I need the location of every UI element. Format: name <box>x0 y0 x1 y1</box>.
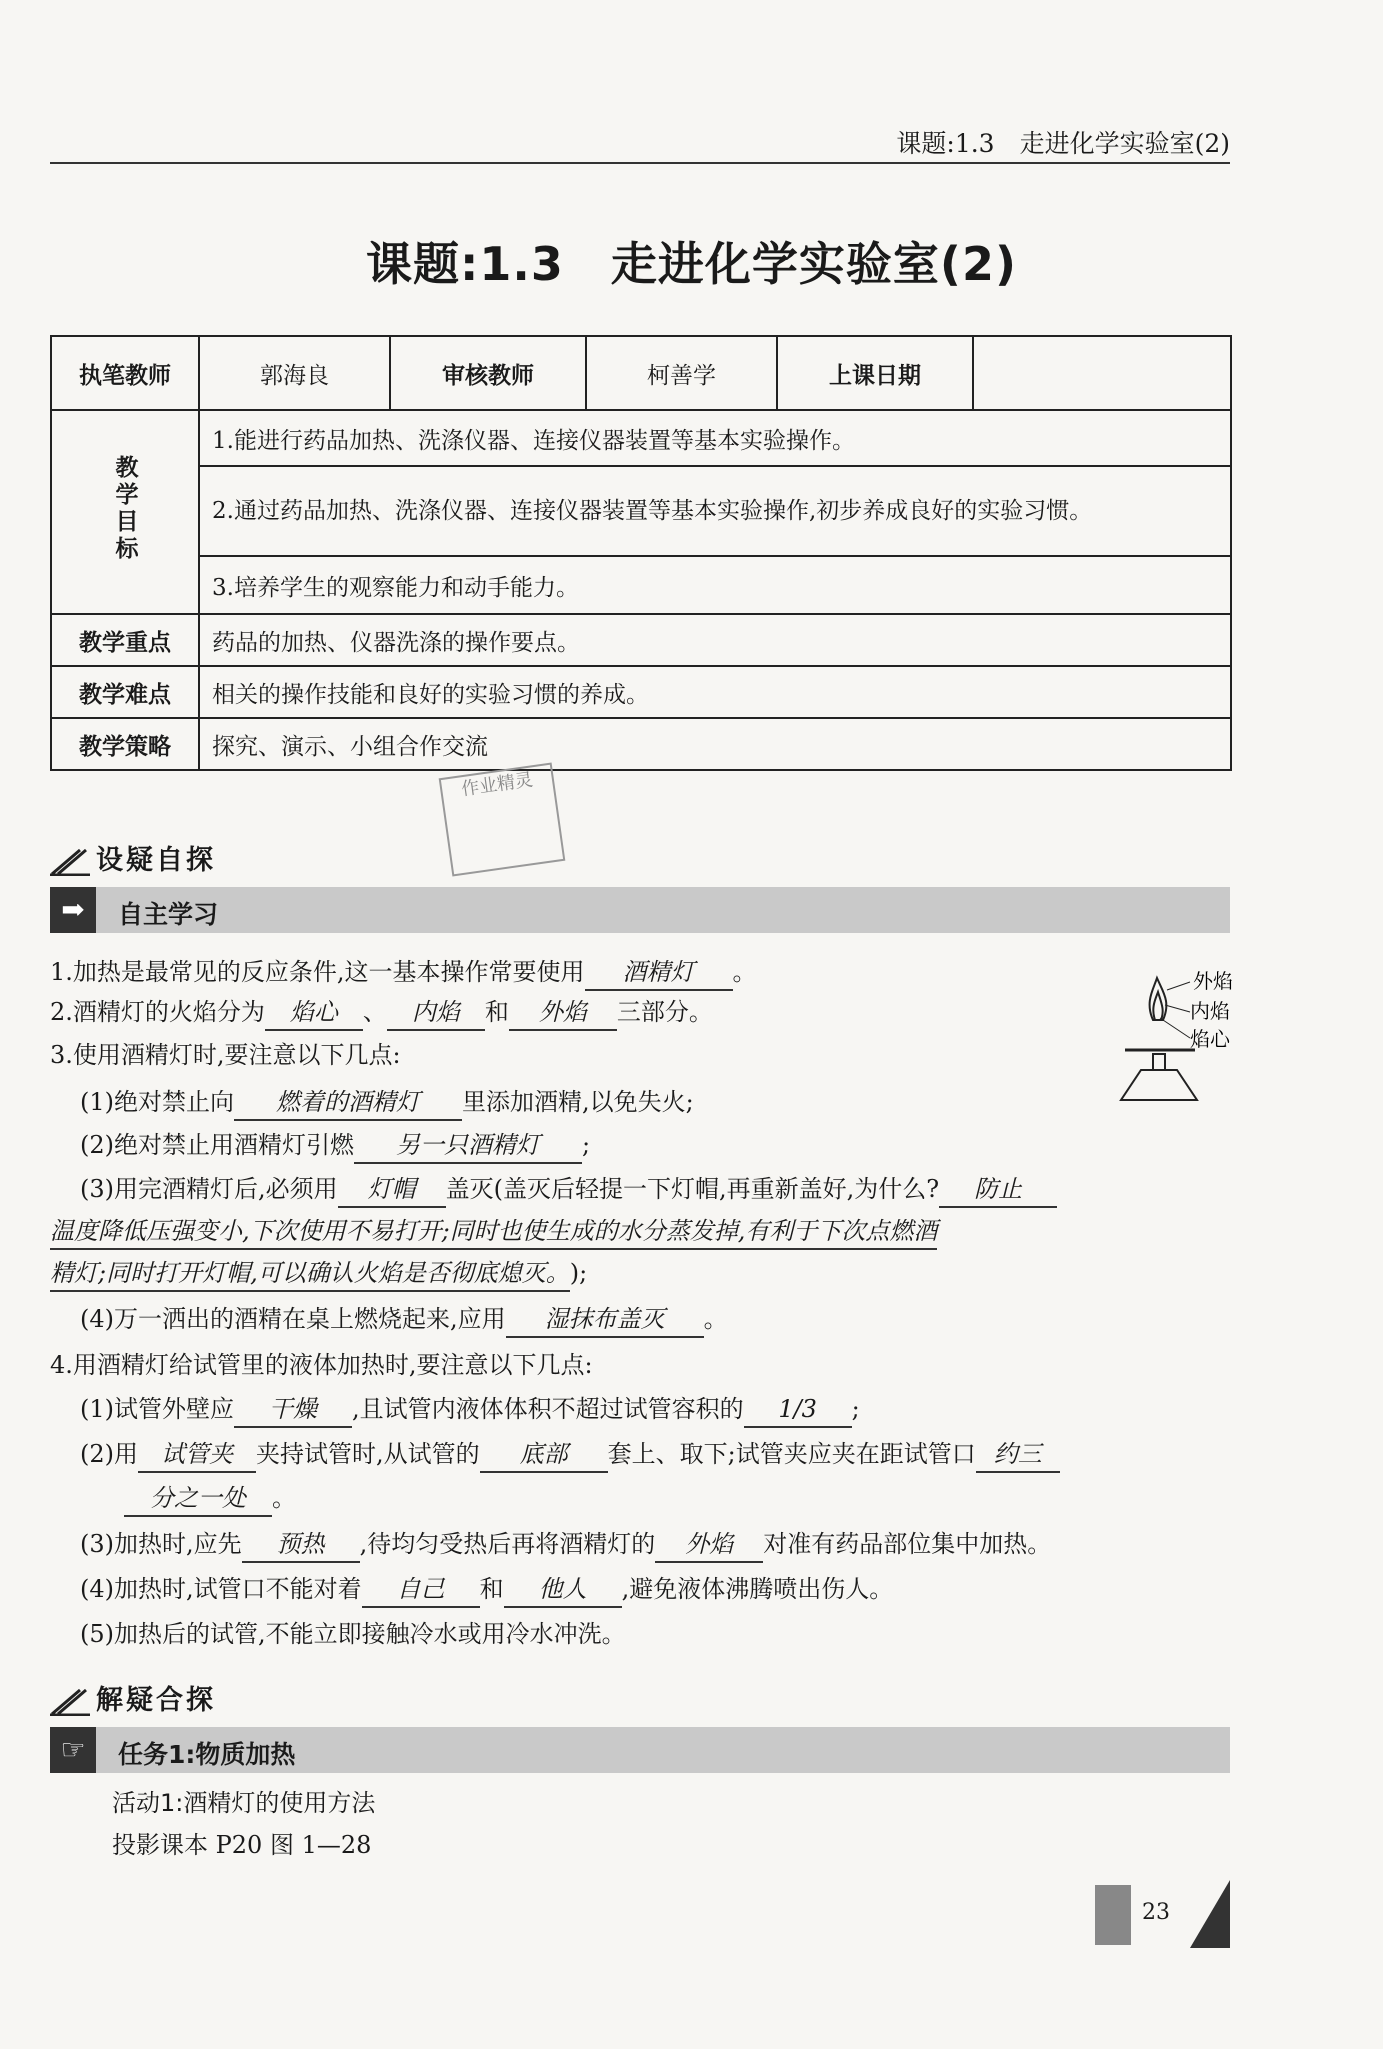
page-number-block <box>1095 1885 1131 1945</box>
answer-blank: 外焰 <box>509 995 617 1031</box>
answer-blank: 内焰 <box>387 995 485 1031</box>
question-2: 2.酒精灯的火焰分为 焰心 、 内焰 和 外焰 三部分。 <box>50 995 713 1031</box>
activity-note: 投影课本 P20 图 1—28 <box>112 1831 372 1859</box>
goal-1: 1.能进行药品加热、洗涤仪器、连接仪器装置等基本实验操作。 <box>199 410 1231 466</box>
answer-blank: 约三 <box>976 1437 1060 1473</box>
question-4: 4.用酒精灯给试管里的液体加热时,要注意以下几点: <box>50 1351 593 1379</box>
arrow-right-icon: ➡ <box>50 887 96 933</box>
goals-label-cell <box>51 410 199 614</box>
question-4-1: (1)试管外壁应 干燥 ,且试管内液体体积不超过试管容积的 1/3 ; <box>80 1392 860 1428</box>
goals-label: 教学目标 <box>111 455 138 563</box>
reviewer-label: 审核教师 <box>390 336 586 410</box>
question-4-5: (5)加热后的试管,不能立即接触冷水或用冷水冲洗。 <box>80 1620 626 1648</box>
pen-icon <box>50 848 90 876</box>
answer-blank: 灯帽 <box>338 1172 446 1208</box>
strategy-value: 探究、演示、小组合作交流 <box>199 718 1231 770</box>
lesson-info-table <box>50 335 1232 771</box>
author-label: 执笔教师 <box>51 336 199 410</box>
question-3-3-answer-line-2: 温度降低压强变小,下次使用不易打开;同时也使生成的水分蒸发掉,有利于下次点燃酒 <box>50 1214 937 1250</box>
label-flame-core: 焰心 <box>1190 1027 1230 1051</box>
date-value <box>973 336 1231 410</box>
question-3: 3.使用酒精灯时,要注意以下几点: <box>50 1041 401 1069</box>
answer-blank: 1/3 <box>744 1392 852 1428</box>
question-1: 1.加热是最常见的反应条件,这一基本操作常要使用 酒精灯 。 <box>50 955 757 991</box>
activity-title: 活动1:酒精灯的使用方法 <box>112 1789 376 1817</box>
page-title: 课题:1.3 走进化学实验室(2) <box>366 237 1017 291</box>
author-value: 郭海良 <box>199 336 390 410</box>
question-3-2: (2)绝对禁止用酒精灯引燃 另一只酒精灯 ; <box>80 1128 590 1164</box>
task-bar <box>50 1727 1230 1773</box>
page-number: 23 <box>1142 1900 1170 1925</box>
question-3-3: (3)用完酒精灯后,必须用 灯帽 盖灭(盖灭后轻提一下灯帽,再重新盖好,为什么? 防止 <box>80 1172 1057 1208</box>
answer-blank: 燃着的酒精灯 <box>234 1085 462 1121</box>
label-outer-flame: 外焰 <box>1193 969 1233 993</box>
question-3-4: (4)万一洒出的酒精在桌上燃烧起来,应用 湿抹布盖灭 。 <box>80 1302 728 1338</box>
key-label: 教学重点 <box>51 614 199 666</box>
alcohol-lamp-figure <box>1105 960 1235 1130</box>
task-title: 任务1:物质加热 <box>118 1740 296 1769</box>
answer-blank: 预热 <box>242 1527 360 1563</box>
question-4-4: (4)加热时,试管口不能对着 自己 和 他人 ,避免液体沸腾喷出伤人。 <box>80 1572 893 1608</box>
label-inner-flame: 内焰 <box>1190 999 1230 1023</box>
answer-blank: 外焰 <box>655 1527 763 1563</box>
answer-blank: 防止 <box>939 1172 1057 1208</box>
question-4-2-cont: 分之一处 。 <box>124 1481 296 1517</box>
question-3-1: (1)绝对禁止向 燃着的酒精灯 里添加酒精,以免失火; <box>80 1085 694 1121</box>
watermark-stamp <box>439 763 566 877</box>
section-title-1 <box>50 838 216 877</box>
goal-2: 2.通过药品加热、洗涤仪器、连接仪器装置等基本实验操作,初步养成良好的实验习惯。 <box>199 466 1231 556</box>
self-study-title: 自主学习 <box>118 900 219 929</box>
answer-blank: 干燥 <box>234 1392 352 1428</box>
section-title-2 <box>50 1678 216 1717</box>
answer-blank: 底部 <box>480 1437 608 1473</box>
key-value: 药品的加热、仪器洗涤的操作要点。 <box>199 614 1231 666</box>
difficulty-value: 相关的操作技能和良好的实验习惯的养成。 <box>199 666 1231 718</box>
running-header <box>50 110 1230 164</box>
strategy-label: 教学策略 <box>51 718 199 770</box>
question-3-3-answer-line-3: 精灯;同时打开灯帽,可以确认火焰是否彻底熄灭。); <box>50 1256 587 1292</box>
pointing-hand-icon: ☞ <box>50 1727 96 1773</box>
self-study-bar <box>50 887 1230 933</box>
difficulty-label: 教学难点 <box>51 666 199 718</box>
section-title-2-text: 解疑合探 <box>96 1685 216 1716</box>
answer-blank: 分之一处 <box>124 1481 272 1517</box>
answer-blank: 自己 <box>362 1572 480 1608</box>
corner-triangle <box>1190 1880 1230 1948</box>
reviewer-value: 柯善学 <box>586 336 777 410</box>
answer-blank: 另一只酒精灯 <box>354 1128 582 1164</box>
date-label: 上课日期 <box>777 336 973 410</box>
section-title-1-text: 设疑自探 <box>96 845 216 876</box>
running-title: 课题:1.3 走进化学实验室(2) <box>896 129 1230 158</box>
answer-blank: 他人 <box>504 1572 622 1608</box>
question-4-3: (3)加热时,应先 预热 ,待均匀受热后再将酒精灯的 外焰 对准有药品部位集中加热。 <box>80 1527 1051 1563</box>
answer-blank: 焰心 <box>265 995 363 1031</box>
answer-blank: 试管夹 <box>138 1437 256 1473</box>
question-4-2: (2)用 试管夹 夹持试管时,从试管的 底部 套上、取下;试管夹应夹在距试管口 约三 <box>80 1437 1060 1473</box>
goal-3: 3.培养学生的观察能力和动手能力。 <box>199 556 1231 614</box>
pen-icon <box>50 1688 90 1716</box>
stamp-text: 作业精灵 <box>460 769 535 801</box>
answer-blank: 酒精灯 <box>585 955 733 991</box>
answer-blank: 湿抹布盖灭 <box>506 1302 704 1338</box>
